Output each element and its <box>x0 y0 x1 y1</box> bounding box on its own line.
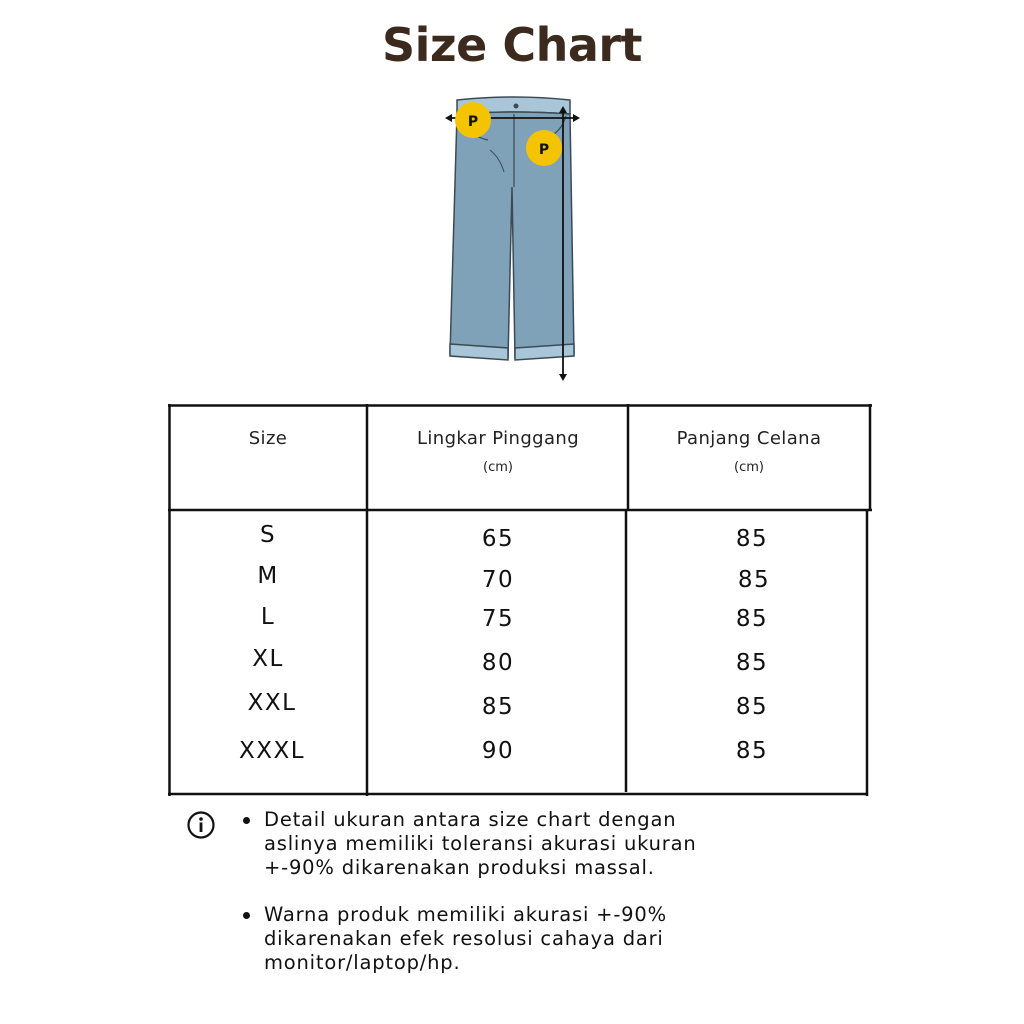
length-marker <box>526 130 562 166</box>
waist-cell: 75 <box>481 606 515 632</box>
length-cell: 85 <box>735 650 769 676</box>
note-line: Warna produk memiliki akurasi +-90% <box>264 903 667 926</box>
svg-text:P: P <box>467 114 479 130</box>
bullet-dot <box>243 912 250 919</box>
note-item <box>264 808 784 880</box>
note-line: monitor/laptop/hp. <box>264 951 461 974</box>
size-cell: XL <box>252 646 284 672</box>
waist-cell: 90 <box>481 738 515 764</box>
note-item <box>264 903 784 975</box>
jeans-illustration <box>440 92 590 384</box>
length-cell: 85 <box>737 567 771 593</box>
info-icon <box>186 810 216 840</box>
waist-cell: 65 <box>481 526 515 552</box>
header-size: Size <box>248 428 288 449</box>
size-cell: M <box>257 563 279 589</box>
length-cell: 85 <box>735 606 769 632</box>
header-waist-unit: (cm) <box>483 460 513 475</box>
size-cell: XXXL <box>238 738 306 764</box>
note-line: aslinya memiliki toleransi akurasi ukuran <box>264 832 697 855</box>
header-waist: Lingkar Pinggang <box>416 428 580 449</box>
header-length: Panjang Celana <box>676 428 822 449</box>
length-cell: 85 <box>735 526 769 552</box>
note-line: +-90% dikarenakan produksi massal. <box>264 856 655 879</box>
waist-cell: 85 <box>481 694 515 720</box>
size-cell: XXL <box>247 690 297 716</box>
svg-text:P: P <box>538 142 550 158</box>
size-cell: S <box>259 522 277 548</box>
bullet-dot <box>243 817 250 824</box>
note-line: Detail ukuran antara size chart dengan <box>264 808 677 831</box>
header-length-unit: (cm) <box>734 460 764 475</box>
waist-marker <box>455 102 491 138</box>
length-cell: 85 <box>735 738 769 764</box>
waist-cell: 70 <box>481 567 515 593</box>
size-cell: L <box>260 604 276 630</box>
length-cell: 85 <box>735 694 769 720</box>
note-line: dikarenakan efek resolusi cahaya dari <box>264 927 664 950</box>
waist-cell: 80 <box>481 650 515 676</box>
page-title: Size Chart <box>381 18 643 72</box>
